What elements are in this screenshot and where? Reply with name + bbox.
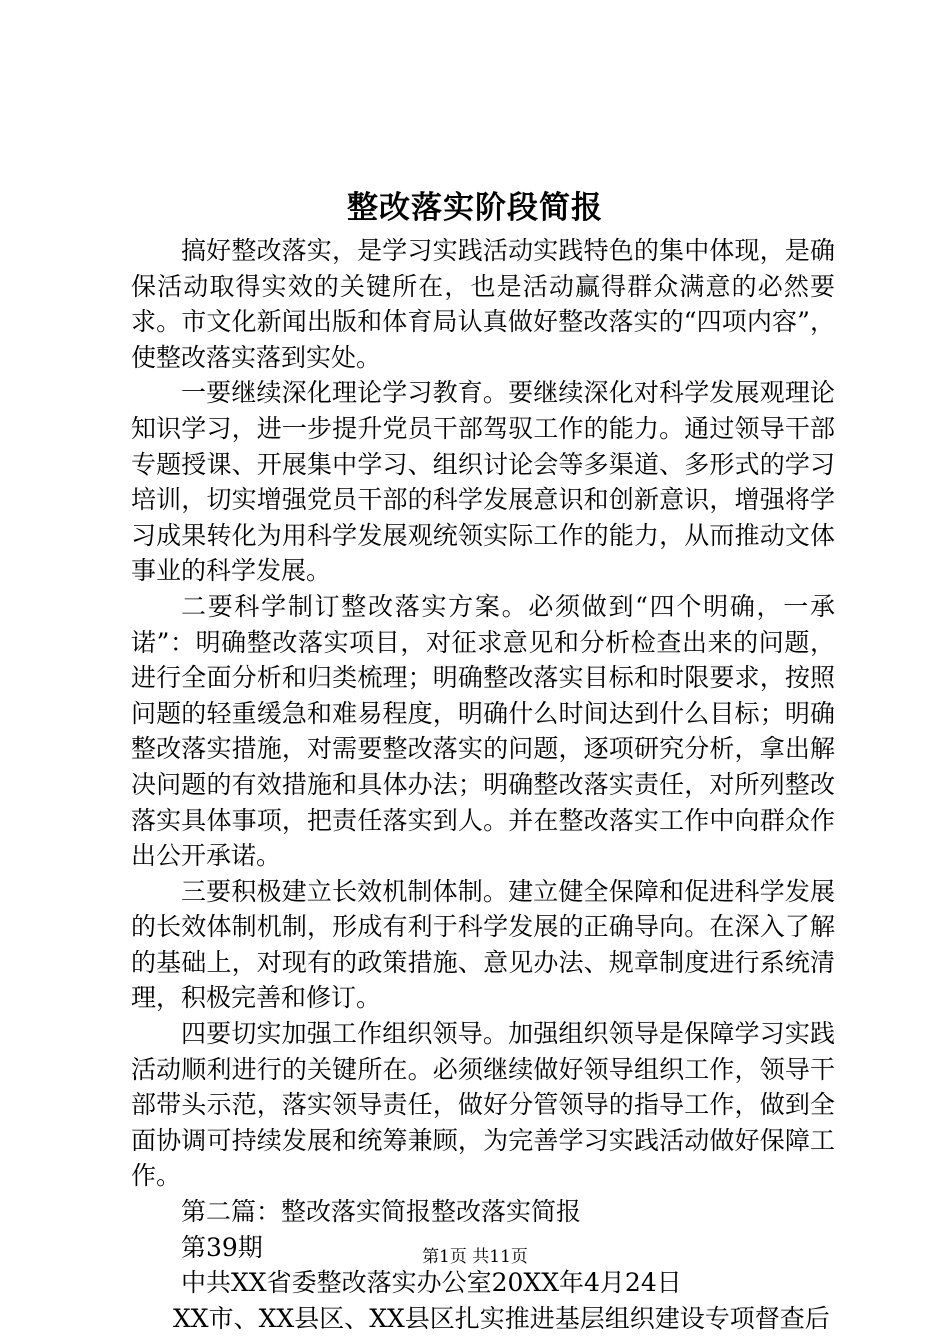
document-body: [131, 233, 835, 1336]
paragraph-point-2: 二要科学制订整改落实方案。必须做到“四个明确，一承诺”：明确整改落实项目，对征求意见和分析检查出来的问题，进行全面分析和归类梳理；明确整改落实目标和时限要求，按照问题的轻重缓急和难易程度，明确什么时间达到什么目标；明确整改落实措施，对需要整改落实的问题，逐项研究分析，拿出解决问题的有效措施和具体办法；明确整改落实责任，对所列整改落实具体事项，把责任落实到人。并在整改落实工作中向群众作出公开承诺。: [131, 591, 835, 871]
paragraph-point-4: 四要切实加强工作组织领导。加强组织领导是保障学习实践活动顺利进行的关键所在。必须继续做好领导组织工作，领导干部带头示范，落实领导责任，做好分管领导的指导工作，做到全面协调可持续发展和统筹兼顾，为完善学习实践活动做好保障工作。: [131, 1019, 835, 1191]
paragraph-point-3: 三要积极建立长效机制体制。建立健全保障和促进科学发展的长效体制机制，形成有利于科学发展的正确导向。在深入了解的基础上，对现有的政策措施、意见办法、规章制度进行系统清理，积极完善和修订。: [131, 876, 835, 1013]
paragraph-intro: 搞好整改落实，是学习实践活动实践特色的集中体现，是确保活动取得实效的关键所在，也是活动赢得群众满意的必然要求。市文化新闻出版和体育局认真做好整改落实的“四项内容”，使整改落实落到实处。: [131, 236, 835, 372]
page-footer: 第1页 共11页: [422, 1247, 528, 1267]
document-title: 整改落实阶段简报: [347, 190, 603, 226]
paragraph-point-1: 一要继续深化理论学习教育。要继续深化对科学发展观理论知识学习，进一步提升党员干部驾驭工作的能力。通过领导干部专题授课、开展集中学习、组织讨论会等多渠道、多形式的学习培训，切实增强党员干部的科学发展意识和创新意识，增强将学习成果转化为用科学发展观统领实际工作的能力，从而推动文体事业的科学发展。: [131, 378, 835, 586]
headline-start: XX市、XX县区、XX县区扎实推进基层组织建设专项督查后: [173, 1303, 830, 1333]
issue-number: 第39期: [181, 1232, 263, 1262]
issuer-line: 中共XX省委整改落实办公室20XX年4月24日: [181, 1268, 682, 1298]
section-heading: 第二篇：整改落实简报整改落实简报: [181, 1197, 582, 1227]
